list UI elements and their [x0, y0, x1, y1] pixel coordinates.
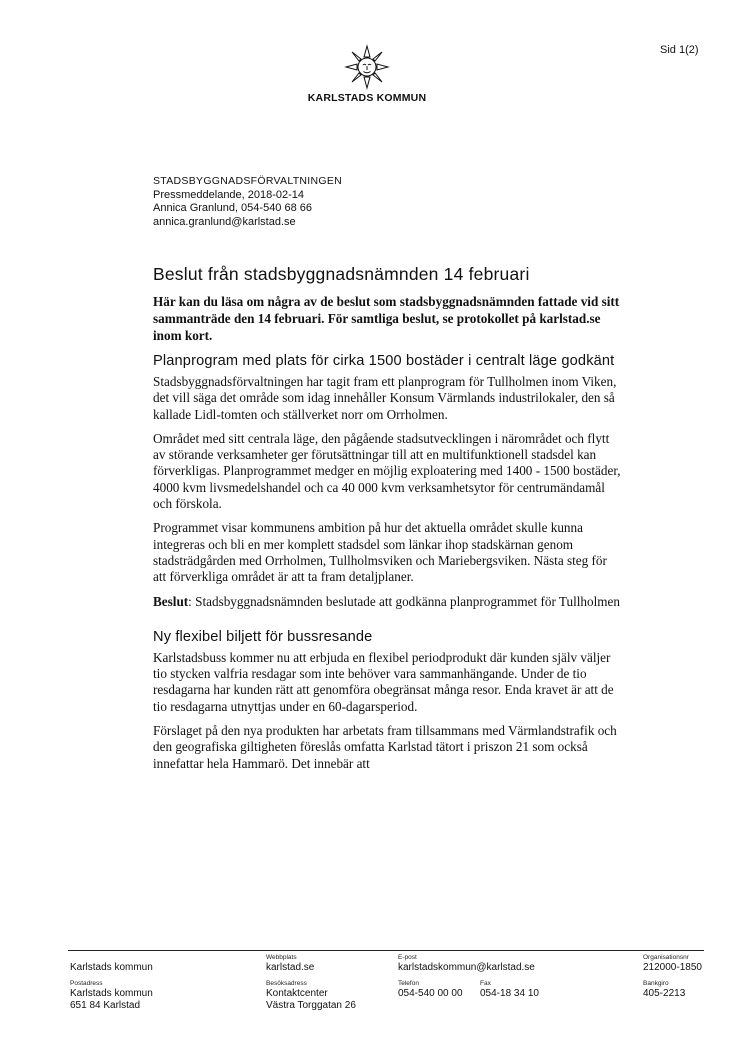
- paragraph: Karlstadsbuss kommer nu att erbjuda en flexibel periodprodukt där kunden själv väljer tio stycken valfria resdagar som inte behöver vara sammanhängande. Under de tio resdagarna har kunden rätt att genomföra obegränsat många resor. Enda kravet är att de tio resdagarna utnyttjas under en 60-dagarsperiod.: [153, 649, 614, 714]
- decision-label: Beslut: [153, 593, 189, 609]
- footer-webb-label: Webbplats: [266, 954, 297, 961]
- footer-bank-value: 405-2213: [643, 988, 686, 999]
- doc-type-date: Pressmeddelande, 2018-02-14: [153, 188, 305, 201]
- footer-besok-line2: Västra Torggatan 26: [266, 1000, 356, 1011]
- footer-divider: [68, 950, 704, 951]
- section-heading: Ny flexibel biljett för bussresande: [153, 628, 373, 645]
- paragraph: Förslaget på den nya produkten har arbetats fram tillsammans med Värmlandstrafik och den geografiska giltigheten föreslås omfatta Karlstad tätort i priszon 21 som också innefattar hela Hammarö. Det innebär att: [153, 723, 617, 771]
- footer-org-value: 212000-1850: [643, 962, 702, 973]
- municipality-logo: [300, 44, 434, 104]
- footer-name: Karlstads kommun: [70, 962, 153, 973]
- page-title: Beslut från stadsbyggnadsnämnden 14 februari: [153, 264, 530, 284]
- paragraph: Området med sitt centrala läge, den pågående stadsutvecklingen i närområdet och flytt av störande verksamheter ger förutsättningar till att en multifunktionell stadsdel kan förverkligas. Planprogrammet medger en möjlig exploatering med 1400 - 1500 bostäder, 4000 kvm livsmedelshandel och ca 40 000 kvm verksamhetsytor för centrumändamål och förskola.: [153, 430, 621, 512]
- paragraph: Programmet visar kommunens ambition på hur det aktuella området skulle kunna integreras och bli en mer komplett stadsdel som länkar ihop stadskärnan genom stadsträdgården med Orrholmen, Tullholmsviken och Mariebergsviken. Nästa steg för att förverkliga området är att ta fram detaljplaner.: [153, 520, 607, 585]
- logo-text: KARLSTADS KOMMUN: [307, 92, 427, 104]
- lead-paragraph: Här kan du läsa om några av de beslut som stadsbyggnadsnämnden fattade vid sitt sammanträde den 14 februari. För samtliga beslut, se protokollet på karlstad.se inom kort.: [153, 294, 620, 343]
- article-body: [153, 264, 623, 780]
- footer-tel-value: 054-540 00 00: [398, 988, 463, 999]
- footer-org-label: Organisationsnr: [643, 954, 689, 961]
- footer-post-line2: 651 84 Karlstad: [70, 1000, 141, 1011]
- page-number: Sid 1(2): [660, 44, 699, 56]
- footer-post-label: Postadress: [70, 980, 103, 987]
- footer-fax-value: 054-18 34 10: [480, 988, 539, 999]
- footer-besok-label: Besöksadress: [266, 980, 307, 987]
- contact-email: annica.granlund@karlstad.se: [153, 215, 296, 228]
- paragraph: Stadsbyggnadsförvaltningen har tagit fram ett planprogram för Tullholmen inom Viken, det vill säga det område som idag innehåller Konsum Värmlands industrilokaler, den så kallade Lidl-tomten och ställverket norr om Orrholmen.: [153, 374, 617, 422]
- decision-paragraph: [153, 594, 623, 610]
- contact-person: Annica Granlund, 054-540 68 66: [153, 202, 313, 214]
- footer-besok-line1: Kontaktcenter: [266, 988, 328, 999]
- footer-post-line1: Karlstads kommun: [70, 988, 153, 999]
- footer-bank-label: Bankgiro: [643, 980, 669, 987]
- footer-tel-label: Telefon: [398, 980, 419, 987]
- sun-icon: [344, 44, 390, 90]
- footer-epost-label: E-post: [398, 954, 417, 961]
- section-heading: Planprogram med plats för cirka 1500 bostäder i centralt läge godkänt: [153, 353, 615, 369]
- department: STADSBYGGNADSFÖRVALTNINGEN: [153, 175, 343, 187]
- footer-fax-label: Fax: [480, 980, 491, 987]
- footer-epost-value: karlstadskommun@karlstad.se: [398, 962, 535, 973]
- decision-text: : Stadsbyggnadsnämnden beslutade att godkänna planprogrammet för Tullholmen: [188, 593, 620, 609]
- sender-block: [153, 175, 342, 229]
- footer-webb-value: karlstad.se: [266, 962, 315, 973]
